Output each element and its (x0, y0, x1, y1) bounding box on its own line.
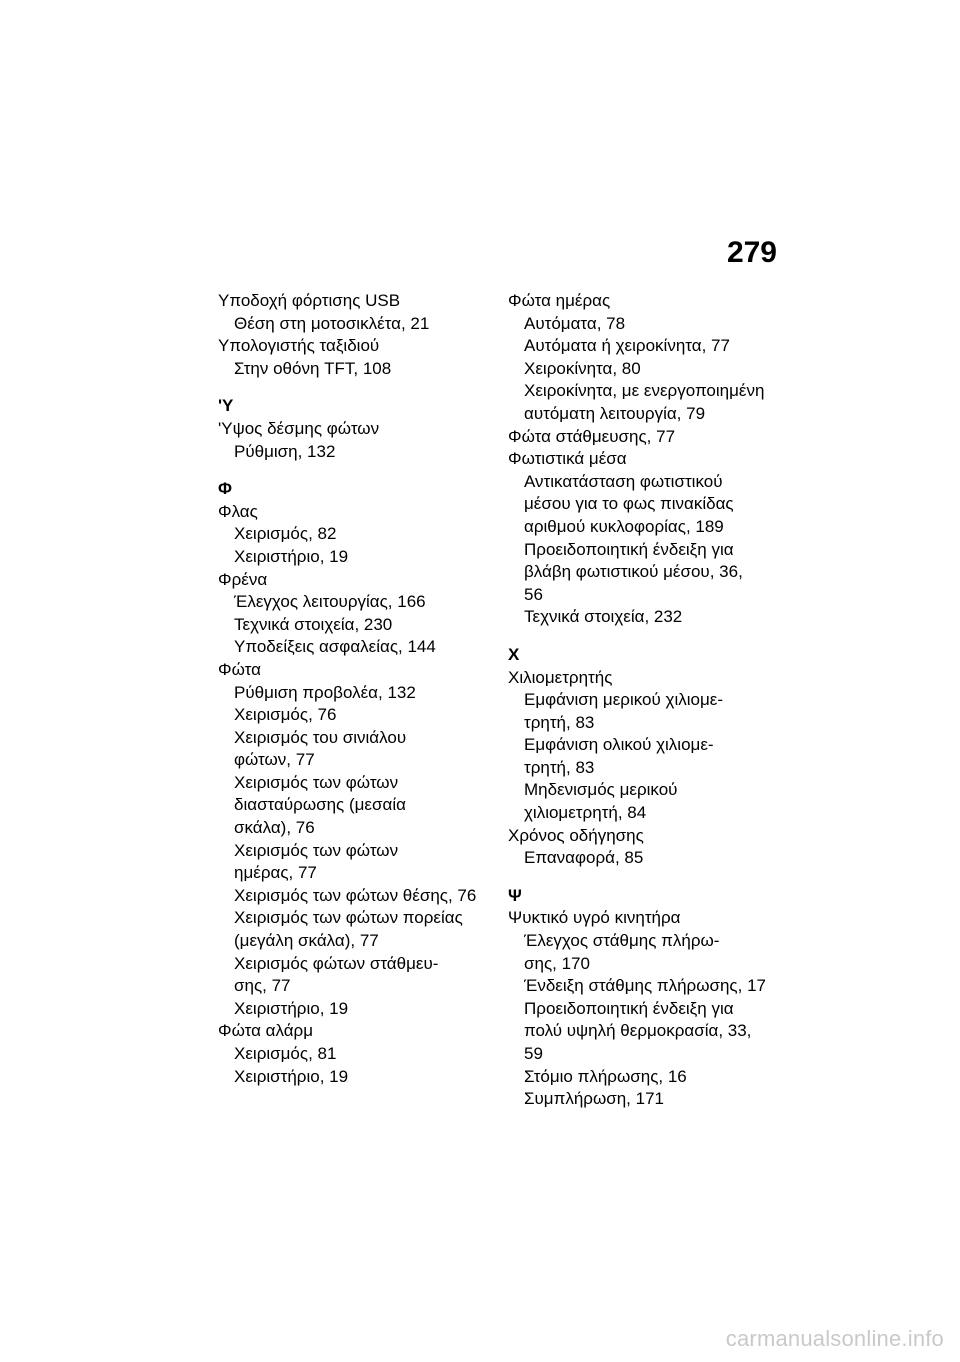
index-main-entry: Χρόνος οδήγησης (508, 825, 644, 845)
index-sub-entry: χιλιομετρητή, 84 (524, 803, 647, 823)
index-sub-entry: Υποδείξεις ασφαλείας, 144 (234, 637, 436, 657)
index-main-entry: Φώτα (218, 659, 261, 679)
index-sub-entry: αριθμού κυκλοφορίας, 189 (524, 516, 724, 536)
index-sub-entry: σκάλα), 76 (234, 818, 315, 838)
index-sub-entry: Αντικατάσταση φωτιστικού (524, 471, 723, 491)
index-sub-entry: Συμπλήρωση, 171 (524, 1089, 664, 1109)
index-main-entry: Φώτα αλάρμ (218, 1021, 313, 1041)
index-main-entry: Φώτα ημέρας (508, 291, 611, 310)
watermark: carmanualsonline.info (725, 1326, 944, 1351)
index-sub-entry: Προειδοποιητική ένδειξη για (524, 998, 734, 1018)
index-sub-entry: Χειριστήριο, 19 (234, 998, 349, 1018)
index-sub-entry: διασταύρωσης (μεσαία (234, 795, 406, 815)
index-sub-entry: Χειρισμός των φώτων (234, 772, 399, 792)
index-sub-entry: σης, 170 (524, 953, 590, 973)
index-sub-entry: Χειροκίνητα, 80 (524, 358, 641, 378)
index-sub-entry: Ένδειξη στάθμης πλήρωσης, 17 (524, 976, 766, 996)
index-sub-entry: βλάβη φωτιστικού μέσου, 36, (524, 562, 743, 582)
index-sub-entry: Μηδενισμός μερικού (524, 780, 678, 800)
index-sub-entry: τρητή, 83 (524, 757, 595, 777)
index-sub-entry: ημέρας, 77 (234, 863, 317, 883)
index-sub-entry: Θέση στη μοτοσικλέτα, 21 (234, 313, 430, 333)
index-sub-entry: Χειροκίνητα, με ενεργοποιημένη (524, 381, 765, 401)
index-sub-entry: 56 (524, 584, 543, 604)
index-sub-entry: Χειρισμός, 81 (234, 1044, 337, 1063)
index-sub-entry: Χειρισμός των φώτων (234, 840, 399, 860)
index-main-entry: Χιλιομετρητής (508, 667, 613, 687)
index-letter-heading: 'Υ (218, 396, 234, 416)
index-sub-entry: Εμφάνιση ολικού χιλιομε- (524, 735, 714, 755)
index-main-entry: Ψυκτικό υγρό κινητήρα (508, 908, 681, 928)
page-number: 279 (726, 236, 777, 269)
index-sub-entry: Επαναφορά, 85 (524, 848, 644, 868)
index-sub-entry: Έλεγχος λειτουργίας, 166 (234, 592, 426, 612)
index-sub-entry: (μεγάλη σκάλα), 77 (234, 931, 379, 951)
index-sub-entry: Χειρισμός του σινιάλου (234, 727, 407, 747)
index-sub-entry: Ρύθμιση προβολέα, 132 (234, 682, 416, 702)
index-sub-entry: Χειρισμός των φώτων θέσης, 76 (234, 885, 477, 905)
index-sub-entry: αυτόματη λειτουργία, 79 (524, 403, 706, 423)
index-sub-entry: σης, 77 (234, 976, 291, 996)
index-main-entry: 'Υψος δέσμης φώτων (218, 418, 380, 438)
index-sub-entry: Στόμιο πλήρωσης, 16 (524, 1066, 687, 1086)
index-sub-entry: πολύ υψηλή θερμοκρασία, 33, (524, 1021, 752, 1041)
index-sub-entry: Αυτόματα, 78 (524, 313, 626, 333)
index-sub-entry: Χειριστήριο, 19 (234, 546, 349, 566)
index-letter-heading: Φ (218, 479, 232, 499)
index-sub-entry: Τεχνικά στοιχεία, 230 (234, 614, 393, 634)
index-sub-entry: Χειρισμός των φώτων πορείας (234, 908, 463, 928)
index-column-left (218, 290, 508, 1088)
index-sub-entry: Χειρισμός φώτων στάθμευ- (234, 953, 439, 973)
index-sub-entry: Προειδοποιητική ένδειξη για (524, 539, 734, 559)
index-main-entry: Υπολογιστής ταξιδιού (218, 336, 380, 356)
index-sub-entry: Αυτόματα ή χειροκίνητα, 77 (524, 336, 730, 356)
index-main-entry: Φωτιστικά μέσα (508, 449, 627, 469)
index-letter-heading: Ψ (508, 885, 522, 905)
index-sub-entry: μέσου για το φως πινακίδας (524, 494, 734, 514)
index-sub-entry: Στην οθόνη TFT, 108 (234, 358, 392, 378)
index-main-entry: Φλας (218, 501, 258, 521)
index-sub-entry: Ρύθμιση, 132 (234, 441, 336, 461)
index-sub-entry: 59 (524, 1044, 543, 1063)
index-main-entry: Φρένα (218, 569, 268, 589)
index-sub-entry: Χειρισμός, 76 (234, 705, 337, 725)
index-sub-entry: Χειρισμός, 82 (234, 524, 337, 544)
index-sub-entry: φώτων, 77 (234, 750, 315, 770)
index-sub-entry: Τεχνικά στοιχεία, 232 (524, 607, 683, 627)
index-main-entry: Φώτα στάθμευσης, 77 (508, 426, 676, 446)
index-sub-entry: Χειριστήριο, 19 (234, 1066, 349, 1086)
index-letter-heading: Χ (508, 644, 520, 664)
index-sub-entry: Εμφάνιση μερικού χιλιομε- (524, 690, 723, 710)
index-sub-entry: Έλεγχος στάθμης πλήρω- (524, 931, 720, 951)
index-sub-entry: τρητή, 83 (524, 712, 595, 732)
index-column-right (508, 290, 798, 1111)
index-main-entry: Υποδοχή φόρτισης USB (218, 291, 401, 310)
